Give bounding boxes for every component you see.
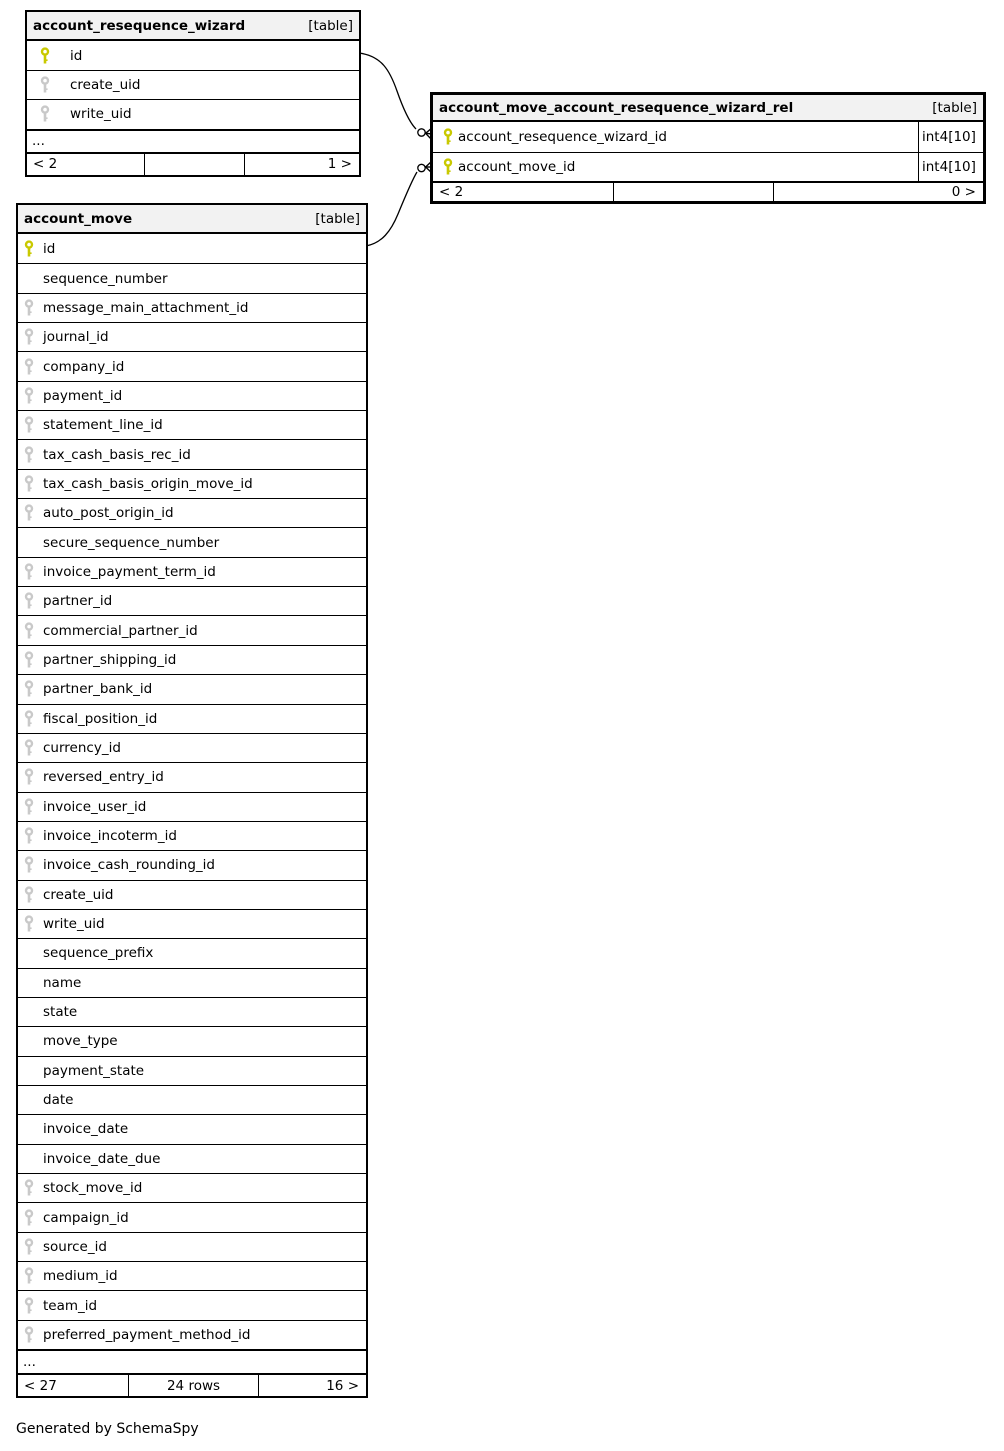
zero-or-many-circle-marker bbox=[418, 129, 425, 136]
column-row-partner_id bbox=[18, 586, 366, 615]
table-header[interactable] bbox=[27, 12, 359, 41]
edge-wizard-id-to-rel bbox=[359, 53, 433, 141]
foreign-key-icon bbox=[24, 1179, 34, 1197]
column-row-source_id bbox=[18, 1232, 366, 1261]
foreign-key-icon bbox=[24, 1297, 34, 1315]
column-row-payment_id bbox=[18, 381, 366, 410]
column-row-payment_state bbox=[18, 1056, 366, 1085]
column-name: currency_id bbox=[43, 740, 121, 757]
column-name: create_uid bbox=[70, 77, 141, 94]
column-row-invoice_user_id bbox=[18, 792, 366, 821]
table-header[interactable] bbox=[433, 95, 983, 122]
column-row-company_id bbox=[18, 351, 366, 380]
column-name: id bbox=[43, 240, 56, 257]
foreign-key-icon bbox=[24, 1267, 34, 1285]
table-header[interactable] bbox=[18, 205, 366, 234]
table-type-badge: [table] bbox=[932, 99, 977, 116]
primary-key-icon bbox=[443, 128, 453, 146]
foreign-key-icon bbox=[24, 622, 34, 640]
foreign-key-icon bbox=[24, 768, 34, 786]
column-row-tax_cash_basis_origin_move_id bbox=[18, 469, 366, 498]
column-name: state bbox=[43, 1004, 78, 1021]
column-row-id bbox=[18, 234, 366, 263]
column-row-fiscal_position_id bbox=[18, 704, 366, 733]
column-row-state bbox=[18, 997, 366, 1026]
column-type: int4[10] bbox=[918, 122, 983, 152]
table-account-move bbox=[16, 203, 368, 1398]
column-name: message_main_attachment_id bbox=[43, 299, 249, 316]
column-row-invoice_cash_rounding_id bbox=[18, 850, 366, 879]
column-name: account_resequence_wizard_id bbox=[458, 128, 667, 145]
primary-key-icon bbox=[24, 240, 34, 258]
zero-or-many-circle-marker bbox=[418, 164, 425, 171]
table-account-move-account-resequence-wizard-rel bbox=[430, 92, 986, 204]
column-row-invoice_date bbox=[18, 1114, 366, 1143]
column-row-invoice_payment_term_id bbox=[18, 557, 366, 586]
column-name: id bbox=[70, 47, 83, 64]
column-type: int4[10] bbox=[918, 153, 983, 182]
column-name: write_uid bbox=[43, 916, 105, 933]
foreign-key-icon bbox=[24, 1209, 34, 1227]
column-name: payment_id bbox=[43, 387, 123, 404]
foreign-key-icon bbox=[24, 416, 34, 434]
table-footer bbox=[433, 181, 983, 201]
edge-move-id-to-rel bbox=[366, 161, 433, 247]
column-row-currency_id bbox=[18, 733, 366, 762]
foreign-key-icon bbox=[24, 475, 34, 493]
table-footer bbox=[18, 1373, 366, 1396]
column-row-auto_post_origin_id bbox=[18, 498, 366, 527]
primary-key-icon bbox=[40, 47, 50, 65]
footer-in-degree: < 2 bbox=[33, 156, 58, 173]
column-name: source_id bbox=[43, 1238, 107, 1255]
column-name: move_type bbox=[43, 1033, 118, 1050]
column-row-create_uid bbox=[27, 70, 359, 99]
footer-in-degree: < 27 bbox=[24, 1377, 57, 1394]
column-name: partner_shipping_id bbox=[43, 651, 177, 668]
column-name: fiscal_position_id bbox=[43, 710, 158, 727]
foreign-key-icon bbox=[24, 563, 34, 581]
column-name: account_move_id bbox=[458, 158, 576, 175]
column-name: create_uid bbox=[43, 886, 114, 903]
column-name: invoice_date bbox=[43, 1121, 129, 1138]
column-name: invoice_date_due bbox=[43, 1150, 161, 1167]
column-name: campaign_id bbox=[43, 1209, 129, 1226]
column-row-statement_line_id bbox=[18, 410, 366, 439]
foreign-key-icon bbox=[24, 798, 34, 816]
foreign-key-icon bbox=[24, 856, 34, 874]
column-name: payment_state bbox=[43, 1062, 145, 1079]
column-name: team_id bbox=[43, 1297, 98, 1314]
column-row-journal_id bbox=[18, 322, 366, 351]
column-row-commercial_partner_id bbox=[18, 615, 366, 644]
foreign-key-icon bbox=[24, 710, 34, 728]
column-row-reversed_entry_id bbox=[18, 762, 366, 791]
column-name: auto_post_origin_id bbox=[43, 505, 174, 522]
table-title[interactable]: account_resequence_wizard bbox=[33, 17, 246, 34]
table-footer bbox=[27, 152, 359, 175]
column-name: tax_cash_basis_origin_move_id bbox=[43, 475, 253, 492]
foreign-key-icon bbox=[24, 387, 34, 405]
column-name: secure_sequence_number bbox=[43, 534, 220, 551]
column-row-message_main_attachment_id bbox=[18, 293, 366, 322]
footer-out-degree: 16 > bbox=[258, 1375, 366, 1396]
column-name: stock_move_id bbox=[43, 1180, 143, 1197]
ellipsis-row: ... bbox=[18, 1349, 366, 1373]
column-name: partner_bank_id bbox=[43, 681, 153, 698]
column-row-invoice_date_due bbox=[18, 1144, 366, 1173]
footer-out-degree: 0 > bbox=[773, 183, 983, 201]
ellipsis-row: ... bbox=[27, 129, 359, 152]
foreign-key-icon bbox=[24, 651, 34, 669]
foreign-key-icon bbox=[24, 358, 34, 376]
column-row-team_id bbox=[18, 1290, 366, 1319]
footer-out-degree: 1 > bbox=[244, 154, 359, 175]
footer-row-count bbox=[144, 154, 244, 175]
column-row-write_uid bbox=[18, 909, 366, 938]
foreign-key-icon bbox=[24, 739, 34, 757]
table-type-badge: [table] bbox=[315, 210, 360, 227]
column-row-partner_shipping_id bbox=[18, 645, 366, 674]
foreign-key-icon bbox=[24, 1238, 34, 1256]
column-name: write_uid bbox=[70, 106, 132, 123]
footer-row-count: 24 rows bbox=[128, 1375, 258, 1396]
column-name: name bbox=[43, 974, 82, 991]
foreign-key-icon bbox=[24, 886, 34, 904]
footer-row-count bbox=[613, 183, 773, 201]
table-title[interactable]: account_move_account_resequence_wizard_rel bbox=[439, 99, 794, 116]
foreign-key-icon bbox=[24, 915, 34, 933]
column-name: invoice_cash_rounding_id bbox=[43, 857, 215, 874]
column-row-secure_sequence_number bbox=[18, 527, 366, 556]
column-row-sequence_number bbox=[18, 263, 366, 292]
foreign-key-icon bbox=[24, 299, 34, 317]
column-row-create_uid bbox=[18, 880, 366, 909]
column-row-medium_id bbox=[18, 1261, 366, 1290]
column-row-stock_move_id bbox=[18, 1173, 366, 1202]
foreign-key-icon bbox=[24, 680, 34, 698]
column-row-account_move_id bbox=[433, 152, 983, 182]
column-row-preferred_payment_method_id bbox=[18, 1320, 366, 1349]
column-row-tax_cash_basis_rec_id bbox=[18, 439, 366, 468]
column-name: tax_cash_basis_rec_id bbox=[43, 446, 191, 463]
column-row-name bbox=[18, 968, 366, 997]
column-name: commercial_partner_id bbox=[43, 622, 198, 639]
column-row-write_uid bbox=[27, 99, 359, 128]
column-name: sequence_number bbox=[43, 270, 168, 287]
column-row-partner_bank_id bbox=[18, 674, 366, 703]
column-row-move_type bbox=[18, 1026, 366, 1055]
footer-in-degree: < 2 bbox=[439, 184, 464, 200]
diagram-caption: Generated by SchemaSpy bbox=[16, 1421, 199, 1437]
foreign-key-icon bbox=[40, 105, 50, 123]
column-name: invoice_user_id bbox=[43, 798, 147, 815]
foreign-key-icon bbox=[24, 1326, 34, 1344]
foreign-key-icon bbox=[24, 504, 34, 522]
column-row-account_resequence_wizard_id bbox=[433, 122, 983, 152]
column-name: company_id bbox=[43, 358, 125, 375]
column-row-sequence_prefix bbox=[18, 938, 366, 967]
column-rows bbox=[433, 122, 983, 181]
column-name: medium_id bbox=[43, 1268, 118, 1285]
column-row-id bbox=[27, 41, 359, 70]
column-name: date bbox=[43, 1092, 74, 1109]
column-rows bbox=[27, 41, 359, 129]
foreign-key-icon bbox=[24, 592, 34, 610]
foreign-key-icon bbox=[24, 328, 34, 346]
foreign-key-icon bbox=[40, 76, 50, 94]
column-name: journal_id bbox=[43, 329, 109, 346]
foreign-key-icon bbox=[24, 827, 34, 845]
column-name: preferred_payment_method_id bbox=[43, 1326, 251, 1343]
table-type-badge: [table] bbox=[308, 17, 353, 34]
column-name: partner_id bbox=[43, 593, 113, 610]
column-rows bbox=[18, 234, 366, 1349]
table-account-resequence-wizard bbox=[25, 10, 361, 177]
column-name: statement_line_id bbox=[43, 417, 163, 434]
column-row-date bbox=[18, 1085, 366, 1114]
column-row-campaign_id bbox=[18, 1202, 366, 1231]
foreign-key-icon bbox=[24, 446, 34, 464]
column-name: invoice_payment_term_id bbox=[43, 563, 216, 580]
primary-key-icon bbox=[443, 158, 453, 176]
column-name: invoice_incoterm_id bbox=[43, 828, 177, 845]
table-title[interactable]: account_move bbox=[24, 210, 133, 227]
column-row-invoice_incoterm_id bbox=[18, 821, 366, 850]
column-name: sequence_prefix bbox=[43, 945, 154, 962]
column-name: reversed_entry_id bbox=[43, 769, 164, 786]
